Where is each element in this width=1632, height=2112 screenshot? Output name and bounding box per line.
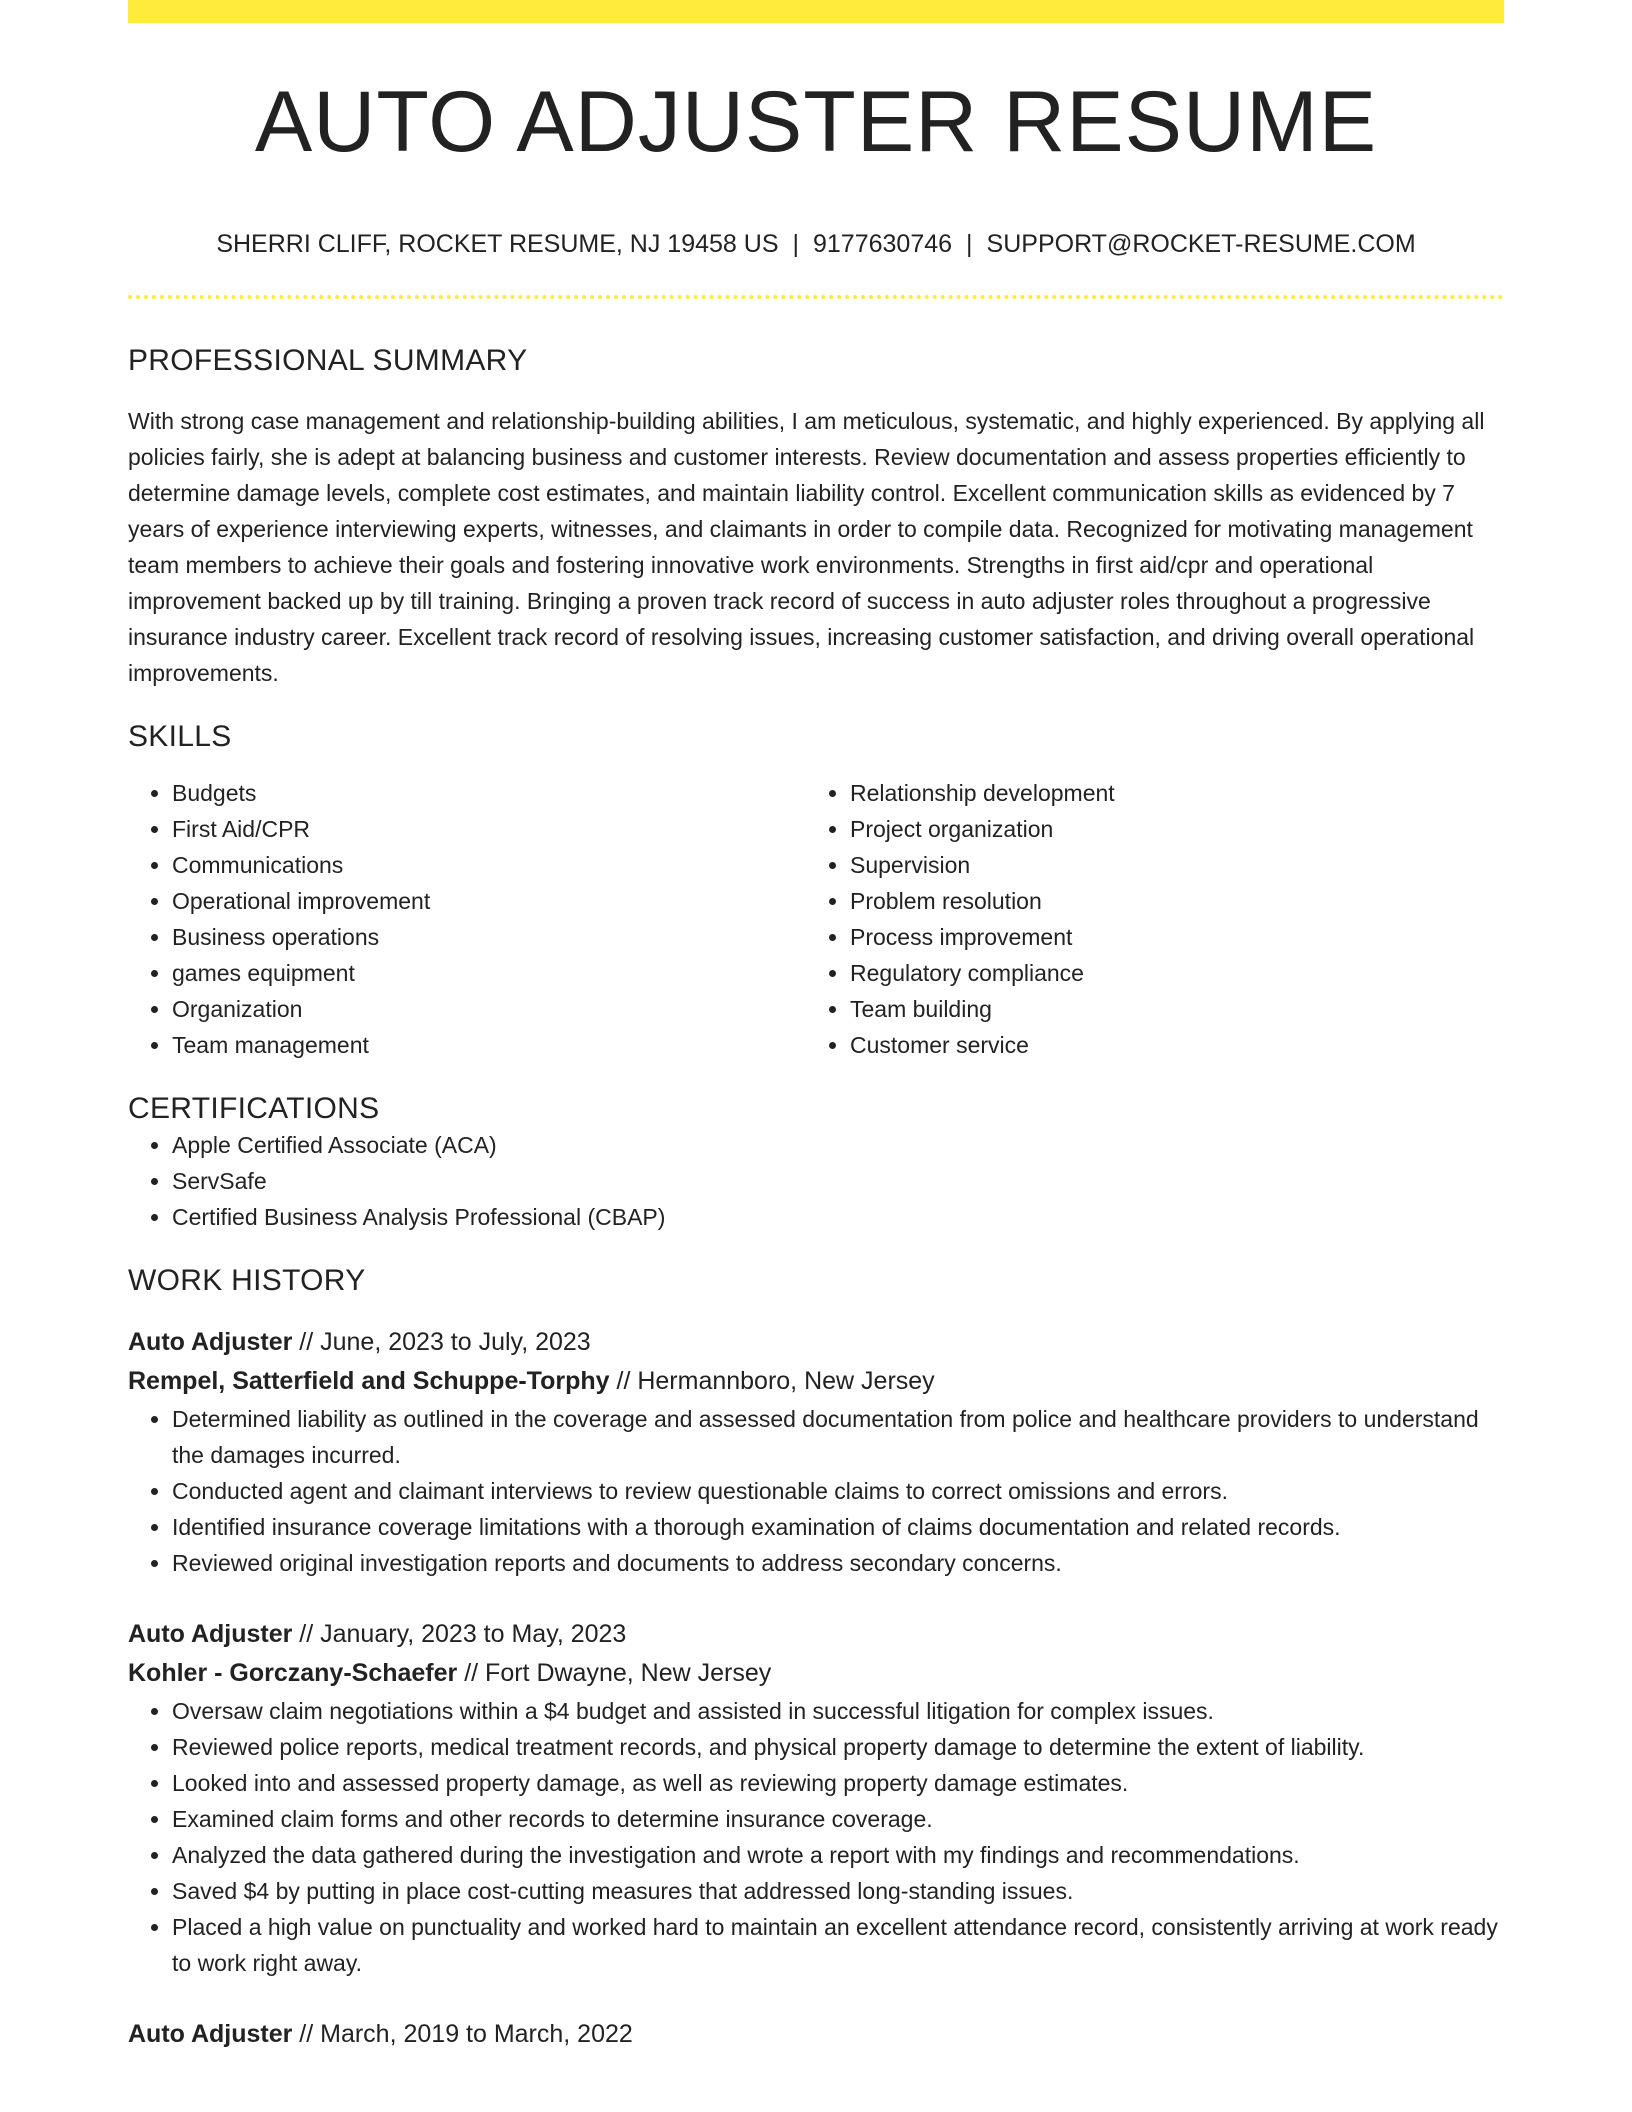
job-duty: • Determined liability as outlined in the coverage and assessed documentation from police and healthcare providers to understand the damages incurred. (172, 1401, 1504, 1473)
skill-item: • Supervision (850, 847, 1484, 883)
skill-item: • Organization (172, 991, 806, 1027)
summary-section (128, 343, 1504, 691)
skills-list-right (806, 775, 1484, 1063)
job-duties-list (128, 1401, 1504, 1581)
job-company-line (128, 1362, 1504, 1401)
job-title: Auto Adjuster (128, 1328, 293, 1356)
job-duty: • Identified insurance coverage limitations with a thorough examination of claims documentation and related records. (172, 1509, 1504, 1545)
summary-text: With strong case management and relationship-building abilities, I am meticulous, systematic, and highly experienced. By applying all policies fairly, she is adept at balancing business and customer interests. Review documentation and assess properties efficiently to determine damage levels, complete cost estimates, and maintain liability control. Excellent communication skills as evidenced by 7 years of experience interviewing experts, witnesses, and claimants in order to compile data. Recognized for motivating management team members to achieve their goals and fostering innovative work environments. Strengths in first aid/cpr and operational improvement backed up by till training. Bringing a proven track record of success in auto adjuster roles throughout a progressive insurance industry career. Excellent track record of resolving issues, increasing customer satisfaction, and driving overall operational improvements. (128, 408, 1485, 686)
certifications-list (128, 1127, 1504, 1235)
job-duties-list (128, 1693, 1504, 1981)
resume-content (128, 23, 1504, 2054)
job-duty: • Conducted agent and claimant interviews to review questionable claims to correct omissions and errors. (172, 1473, 1504, 1509)
summary-heading: PROFESSIONAL SUMMARY (128, 344, 528, 377)
certification-item: • Certified Business Analysis Professional (CBAP) (172, 1199, 1504, 1235)
job-duty: • Placed a high value on punctuality and worked hard to maintain an excellent attendance record, consistently arriving at work ready to work right away. (172, 1909, 1504, 1981)
skill-item: • Process improvement (850, 919, 1484, 955)
skill-item: • Communications (172, 847, 806, 883)
certification-item: • ServSafe (172, 1163, 1504, 1199)
skills-section (128, 719, 1504, 1063)
skill-item: • Operational improvement (172, 883, 806, 919)
job-duty: • Saved $4 by putting in place cost-cutting measures that addressed long-standing issues. (172, 1873, 1504, 1909)
job-title-line (128, 2015, 1504, 2054)
contact-separator: | (966, 230, 973, 258)
job-company: Kohler - Gorczany-Schaefer (128, 1659, 458, 1687)
job-duty: • Examined claim forms and other records to determine insurance coverage. (172, 1801, 1504, 1837)
contact-address: SHERRI CLIFF, ROCKET RESUME, NJ 19458 US (216, 230, 779, 258)
certification-item: • Apple Certified Associate (ACA) (172, 1127, 1504, 1163)
skills-grid (128, 775, 1504, 1063)
job-location: // Hermannboro, New Jersey (609, 1367, 935, 1395)
job-duty: • Analyzed the data gathered during the investigation and wrote a report with my findings and recommendations. (172, 1837, 1504, 1873)
accent-top-bar (128, 0, 1504, 23)
job-company: Rempel, Satterfield and Schuppe-Torphy (128, 1367, 610, 1395)
skill-item: • Problem resolution (850, 883, 1484, 919)
skill-item: • Team management (172, 1027, 806, 1063)
job-duty: • Reviewed original investigation reports and documents to address secondary concerns. (172, 1545, 1504, 1581)
job-duty: • Oversaw claim negotiations within a $4 budget and assisted in successful litigation for complex issues. (172, 1693, 1504, 1729)
job-duty: • Looked into and assessed property damage, as well as reviewing property damage estimates. (172, 1765, 1504, 1801)
job-title: Auto Adjuster (128, 1620, 293, 1648)
contact-line (128, 229, 1504, 259)
dotted-divider (128, 295, 1504, 299)
certifications-heading: CERTIFICATIONS (128, 1092, 380, 1125)
job-location: // Fort Dwayne, New Jersey (457, 1659, 772, 1687)
job-dates: // March, 2019 to March, 2022 (292, 2020, 633, 2048)
job-entry (128, 1323, 1504, 1581)
job-duty: • Reviewed police reports, medical treatment records, and physical property damage to determine the extent of liability. (172, 1729, 1504, 1765)
skills-heading: SKILLS (128, 720, 232, 753)
skill-item: • Business operations (172, 919, 806, 955)
job-dates: // June, 2023 to July, 2023 (292, 1328, 591, 1356)
skill-item: • Customer service (850, 1027, 1484, 1063)
job-entry (128, 1615, 1504, 1981)
job-title-line (128, 1323, 1504, 1362)
contact-email: SUPPORT@ROCKET-RESUME.COM (986, 230, 1416, 258)
skill-item: • Regulatory compliance (850, 955, 1484, 991)
job-entry (128, 2015, 1504, 2054)
skill-item: • First Aid/CPR (172, 811, 806, 847)
contact-phone: 9177630746 (813, 230, 953, 258)
job-title: Auto Adjuster (128, 2020, 293, 2048)
job-company-line (128, 1654, 1504, 1693)
skill-item: • Team building (850, 991, 1484, 1027)
skill-item: • games equipment (172, 955, 806, 991)
job-title-line (128, 1615, 1504, 1654)
work-history-heading: WORK HISTORY (128, 1264, 366, 1297)
skills-list-left (128, 775, 806, 1063)
skill-item: • Budgets (172, 775, 806, 811)
skill-item: • Relationship development (850, 775, 1484, 811)
contact-separator: | (792, 230, 799, 258)
certifications-section (128, 1091, 1504, 1235)
resume-title: AUTO ADJUSTER RESUME (254, 74, 1378, 170)
skill-item: • Project organization (850, 811, 1484, 847)
work-history-section (128, 1263, 1504, 2054)
job-dates: // January, 2023 to May, 2023 (292, 1620, 627, 1648)
